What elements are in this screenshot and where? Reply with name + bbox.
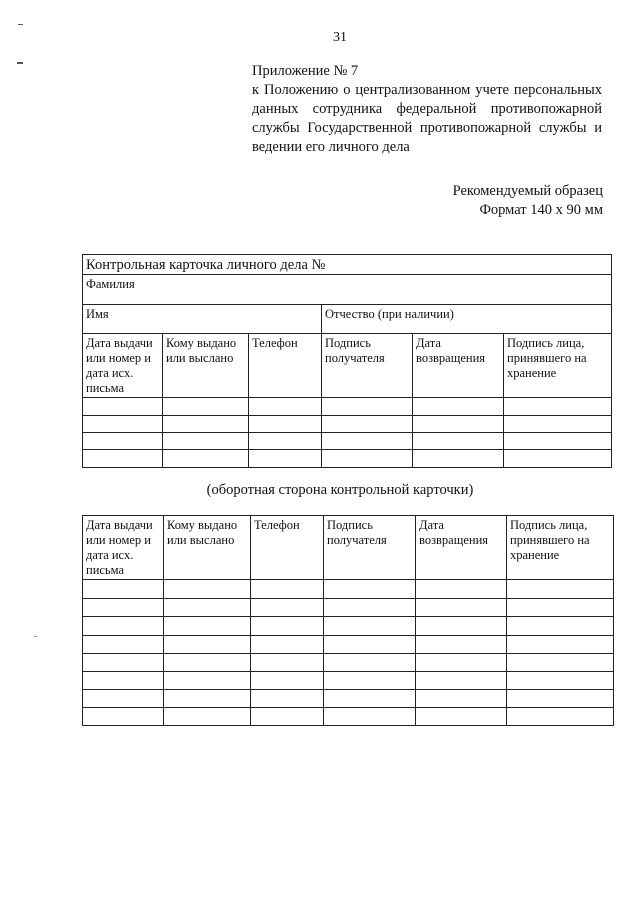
format-label: Формат 140 х 90 мм — [479, 202, 603, 218]
table-row — [83, 450, 612, 468]
appendix-title: Приложение № 7 — [252, 63, 359, 79]
appendix-header — [252, 62, 602, 157]
recipient-signature-header: Подпись получателя — [324, 516, 416, 580]
table-row — [83, 398, 612, 416]
table-row — [83, 599, 614, 617]
appendix-description: к Положению о централизованном учете персональных данных сотрудника федеральной противопожарной службы Государственной противопожарной службы и ведении его личного дела — [252, 82, 602, 155]
surname-row — [83, 275, 612, 305]
card-title-row — [83, 255, 612, 275]
sample-label: Рекомендуемый образец — [452, 183, 603, 199]
scan-artifact — [18, 24, 23, 25]
scan-artifact — [34, 636, 37, 637]
column-header-row — [83, 516, 614, 580]
return-date-header: Дата возвращения — [413, 334, 504, 398]
custodian-signature-header: Подпись лица, принявшего на хранение — [507, 516, 614, 580]
column-header-row — [83, 334, 612, 398]
phone-header: Телефон — [251, 516, 324, 580]
phone-header: Телефон — [249, 334, 322, 398]
page-number: 31 — [333, 30, 347, 45]
name-row — [83, 305, 612, 334]
table-row — [83, 416, 612, 433]
scan-artifact — [17, 62, 23, 64]
name-field: Имя — [83, 305, 322, 334]
custodian-signature-header: Подпись лица, принявшего на хранение — [504, 334, 612, 398]
recipient-signature-header: Подпись получателя — [322, 334, 413, 398]
card-title: Контрольная карточка личного дела № — [83, 255, 612, 275]
table-row — [83, 617, 614, 636]
table-row — [83, 654, 614, 672]
table-row — [83, 708, 614, 726]
issue-date-header: Дата выдачи или номер и дата исх. письма — [83, 334, 163, 398]
table-row — [83, 580, 614, 599]
table-row — [83, 433, 612, 450]
issued-to-header: Кому выдано или выслано — [164, 516, 251, 580]
control-card-back — [82, 515, 614, 726]
table-row — [83, 690, 614, 708]
table-row — [83, 672, 614, 690]
sample-note — [453, 182, 603, 220]
issued-to-header: Кому выдано или выслано — [163, 334, 249, 398]
control-card-front — [82, 254, 612, 468]
surname-field: Фамилия — [83, 275, 612, 305]
patronymic-field: Отчество (при наличии) — [322, 305, 612, 334]
table-row — [83, 636, 614, 654]
back-side-caption: (оборотная сторона контрольной карточки) — [206, 482, 474, 498]
issue-date-header: Дата выдачи или номер и дата исх. письма — [83, 516, 164, 580]
return-date-header: Дата возвращения — [416, 516, 507, 580]
